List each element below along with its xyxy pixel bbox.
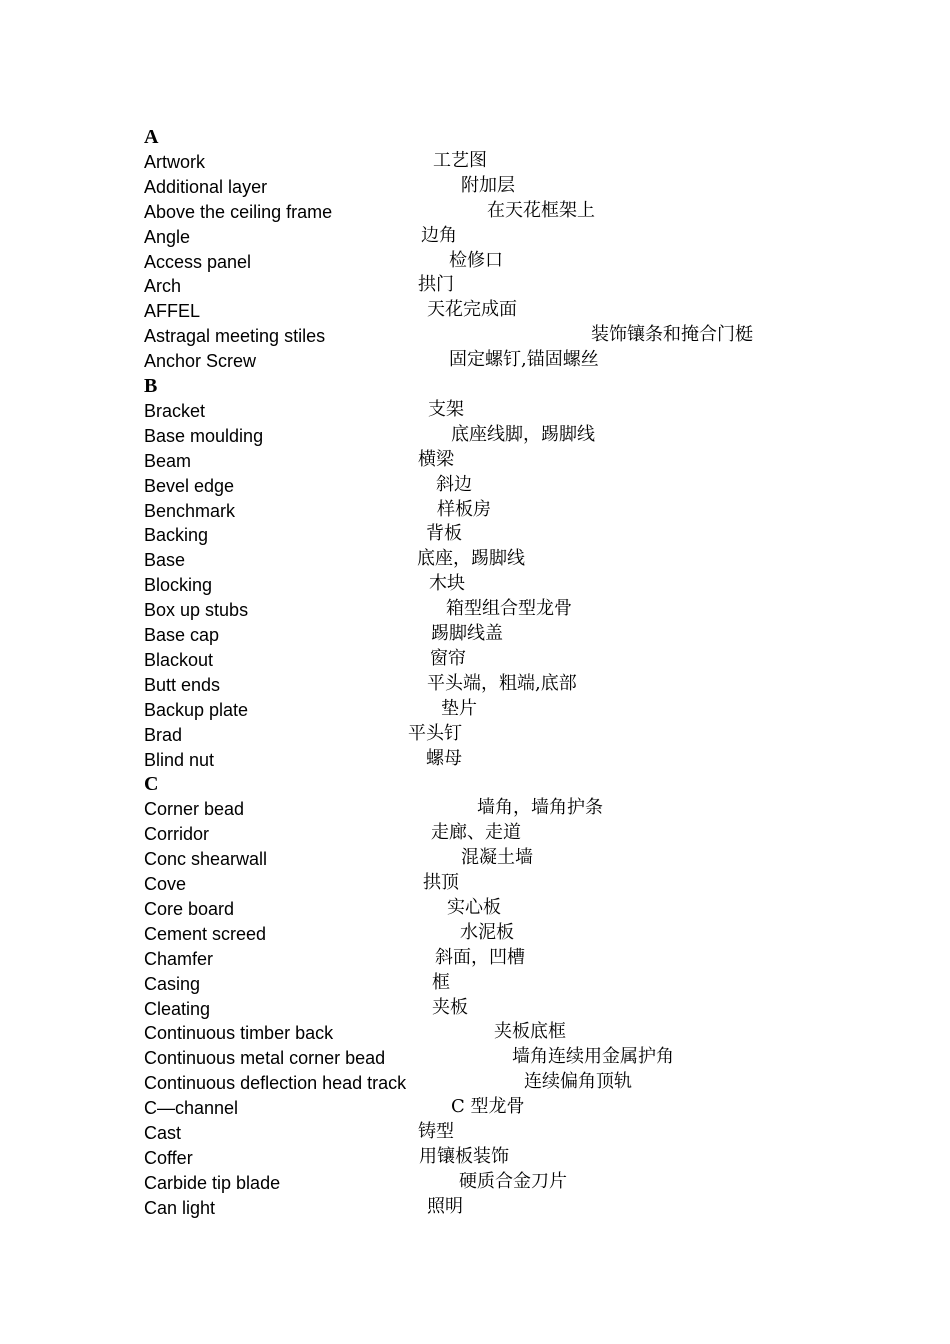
chinese-translation: 夹板: [432, 996, 468, 1018]
section-heading-row: [0, 772, 950, 797]
chinese-translation: 踢脚线盖: [431, 623, 503, 644]
chinese-translation: 窗帘: [430, 647, 466, 669]
chinese-translation: 装饰镶条和掩合门梃: [591, 324, 753, 346]
english-term: Additional layer: [144, 176, 268, 197]
english-term: Corner bead: [144, 799, 245, 820]
section-letter-heading: B: [144, 375, 158, 397]
english-term: Access panel: [144, 251, 252, 272]
english-term: AFFEL: [144, 301, 201, 322]
english-term: Blackout: [144, 649, 214, 670]
english-term: Box up stubs: [144, 600, 249, 621]
glossary-entry: [0, 797, 950, 822]
english-term: Coffer: [144, 1147, 193, 1168]
glossary-entry: [0, 1171, 950, 1196]
glossary-entry: [0, 847, 950, 872]
chinese-translation: 拱顶: [423, 872, 459, 893]
chinese-translation: 拱门: [418, 274, 454, 296]
english-term: Beam: [144, 450, 192, 471]
glossary-entry: [0, 474, 950, 499]
english-term: Conc shearwall: [144, 849, 268, 870]
glossary-entry: [0, 1146, 950, 1171]
chinese-translation: 框: [432, 971, 450, 993]
section-heading-row: [0, 374, 950, 399]
english-term: Can light: [144, 1197, 216, 1218]
glossary-entry: [0, 1021, 950, 1046]
chinese-translation: 硬质合金刀片: [459, 1170, 567, 1192]
glossary-entry: [0, 673, 950, 698]
glossary-entry: [0, 299, 950, 324]
chinese-translation: 水泥板: [460, 921, 514, 943]
chinese-translation: 在天花框架上: [487, 199, 595, 221]
english-term: Base cap: [144, 625, 220, 645]
chinese-translation: 走廊、走道: [431, 822, 521, 844]
chinese-translation: 用镶板装饰: [419, 1145, 509, 1167]
chinese-translation: 样板房: [437, 498, 491, 520]
chinese-translation: 平头钉: [408, 722, 462, 744]
chinese-translation: 铸型: [418, 1121, 454, 1142]
glossary-entry: [0, 150, 950, 175]
english-term: Cleating: [144, 998, 211, 1019]
english-term: Arch: [144, 276, 182, 297]
english-term: Artwork: [144, 151, 206, 172]
english-term: Base: [144, 550, 186, 571]
english-term: Casing: [144, 973, 201, 994]
glossary-entry: [0, 424, 950, 449]
english-term: Core board: [144, 898, 235, 919]
english-term: Blocking: [144, 575, 213, 596]
chinese-translation: 垫片: [441, 697, 477, 719]
glossary-entry: [0, 822, 950, 847]
english-term: Corridor: [144, 824, 210, 845]
glossary-entry: [0, 449, 950, 474]
chinese-translation: 墙角连续用金属护角: [512, 1046, 674, 1068]
chinese-translation: 固定螺钉,锚固螺丝: [449, 349, 599, 371]
chinese-translation: 螺母: [426, 747, 462, 769]
glossary-entry: [0, 897, 950, 922]
chinese-translation: 实心板: [447, 896, 501, 918]
chinese-translation: 照明: [427, 1195, 463, 1217]
chinese-translation: 连续偏角顶轨: [524, 1071, 632, 1093]
glossary-entry: [0, 399, 950, 424]
chinese-translation: 附加层: [461, 174, 515, 196]
english-term: Continuous timber back: [144, 1023, 334, 1044]
english-term: Blind nut: [144, 749, 215, 770]
glossary-entry: [0, 997, 950, 1022]
chinese-translation: 斜边: [436, 473, 472, 495]
chinese-translation: 背板: [426, 523, 462, 545]
glossary-entry: [0, 175, 950, 200]
glossary-entry: [0, 922, 950, 947]
glossary-entry: [0, 947, 950, 972]
chinese-translation: 边角: [421, 224, 457, 246]
glossary-entry: [0, 648, 950, 673]
glossary-entry: [0, 1096, 950, 1121]
glossary-entry: [0, 872, 950, 897]
section-letter-heading: C: [144, 773, 159, 796]
english-term: Backing: [144, 525, 209, 546]
chinese-translation: 箱型组合型龙骨: [446, 598, 572, 620]
chinese-translation: 混凝土墙: [461, 847, 533, 869]
english-term: C—channel: [144, 1098, 239, 1119]
glossary-entry: [0, 748, 950, 773]
english-term: Anchor Screw: [144, 351, 257, 372]
glossary-entry: [0, 250, 950, 275]
chinese-translation: 底座，踢脚线: [417, 548, 525, 570]
english-term: Bevel edge: [144, 475, 235, 496]
glossary-entry: [0, 548, 950, 573]
glossary-entry: [0, 698, 950, 723]
chinese-translation: 墙角，墙角护条: [477, 797, 603, 819]
chinese-translation: 支架: [428, 398, 464, 420]
english-term: Brad: [144, 724, 183, 745]
english-term: Cement screed: [144, 923, 267, 944]
chinese-translation: 木块: [429, 573, 465, 595]
chinese-translation: 底座线脚，踢脚线: [451, 423, 595, 445]
chinese-translation: 横梁: [418, 448, 454, 470]
glossary-entry: [0, 1071, 950, 1096]
glossary-entry: [0, 598, 950, 623]
english-term: Benchmark: [144, 500, 236, 521]
glossary-entry: [0, 523, 950, 548]
chinese-translation: 检修口: [449, 249, 503, 271]
glossary-entry: [0, 1196, 950, 1221]
english-term: Carbide tip blade: [144, 1172, 281, 1193]
chinese-translation: C 型龙骨: [451, 1096, 525, 1118]
english-term: Continuous metal corner bead: [144, 1048, 386, 1069]
english-term: Cast: [144, 1123, 182, 1143]
glossary-entry: [0, 200, 950, 225]
chinese-translation: 天花完成面: [427, 299, 517, 321]
glossary-entry: [0, 324, 950, 349]
chinese-translation: 平头端，粗端,底部: [427, 672, 577, 694]
english-term: Chamfer: [144, 948, 214, 969]
section-letter-heading: A: [144, 126, 159, 148]
glossary-entry: [0, 723, 950, 748]
glossary-entry: [0, 623, 950, 648]
chinese-translation: 斜面，凹槽: [435, 946, 525, 968]
glossary-entry: [0, 499, 950, 524]
english-term: Bracket: [144, 400, 206, 421]
english-term: Astragal meeting stiles: [144, 326, 326, 347]
english-term: Base moulding: [144, 425, 264, 446]
chinese-translation: 工艺图: [433, 149, 487, 171]
glossary-entry: [0, 349, 950, 374]
english-term: Angle: [144, 226, 191, 247]
glossary-entry: [0, 225, 950, 250]
glossary-entry: [0, 573, 950, 598]
english-term: Above the ceiling frame: [144, 201, 333, 222]
english-term: Backup plate: [144, 699, 249, 720]
section-heading-row: [0, 125, 950, 150]
english-term: Cove: [144, 874, 187, 894]
glossary-entry: [0, 274, 950, 299]
glossary-entry: [0, 1046, 950, 1071]
glossary-entry: [0, 972, 950, 997]
glossary-entry: [0, 1121, 950, 1146]
english-term: Butt ends: [144, 674, 221, 695]
chinese-translation: 夹板底框: [494, 1021, 566, 1043]
english-term: Continuous deflection head track: [144, 1073, 407, 1094]
